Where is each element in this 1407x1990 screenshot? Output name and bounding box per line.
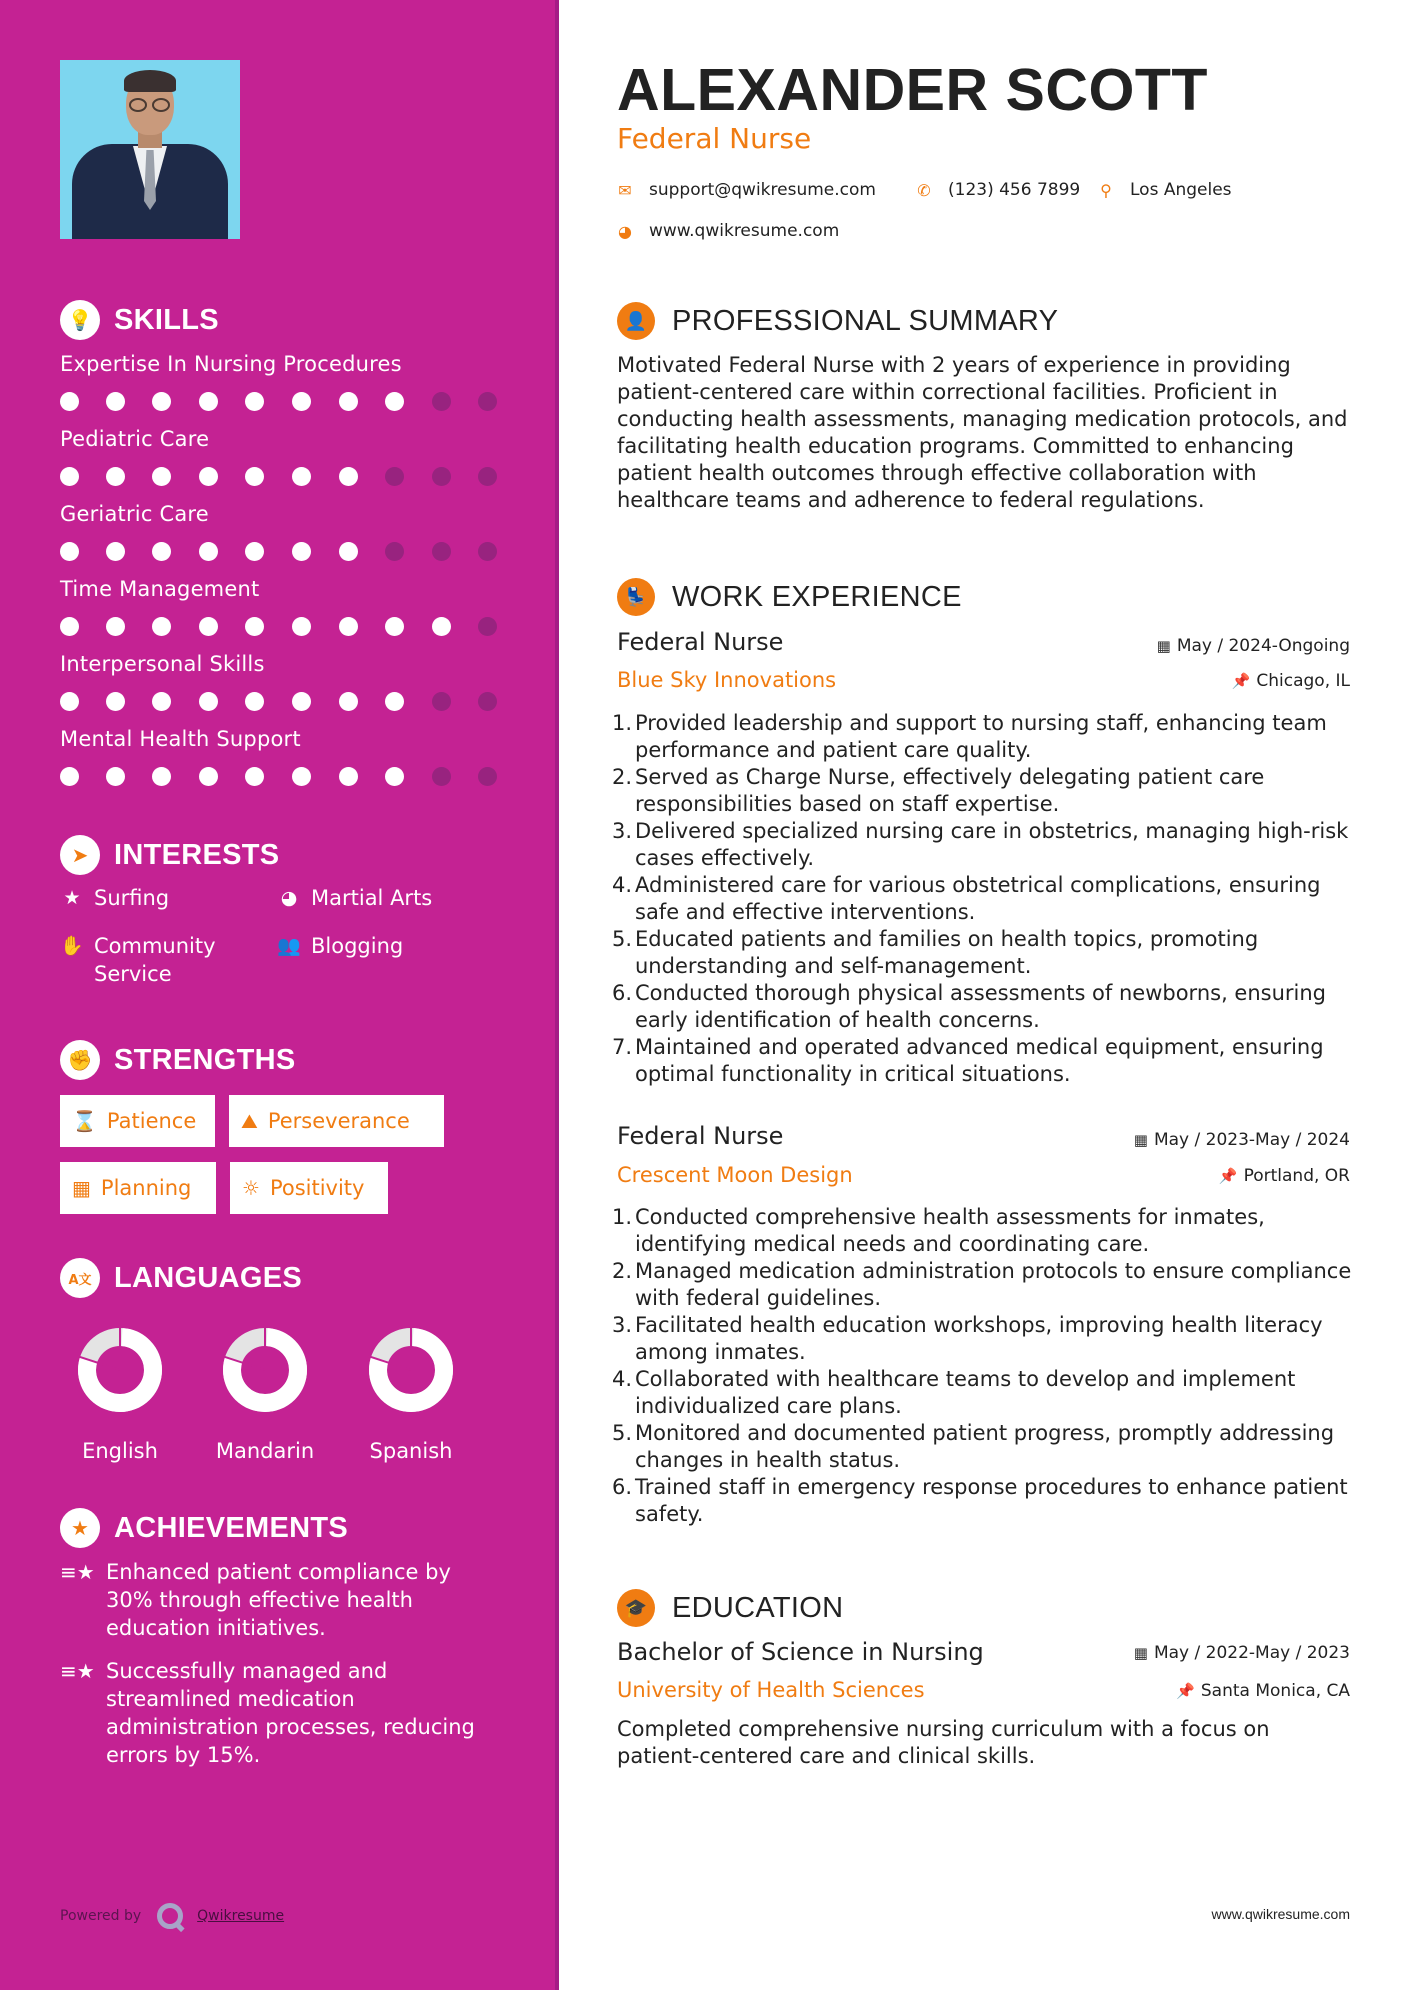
job-bullet — [612, 872, 1352, 926]
rating-dot — [385, 767, 404, 786]
bullet-text: Collaborated with healthcare teams to develop and implement individualized care plans. — [635, 1367, 1296, 1418]
bullet-text: Conducted thorough physical assessments of newborns, ensuring early identification of health concerns. — [635, 981, 1327, 1032]
job-dates — [1134, 1130, 1350, 1150]
job-title: Federal Nurse — [617, 1122, 784, 1150]
job-bullet — [612, 818, 1352, 872]
bullet-number: 5. — [612, 1421, 633, 1445]
calendar-icon: ▦ — [1133, 1131, 1148, 1149]
footer-url[interactable]: www.qwikresume.com — [1211, 1906, 1350, 1922]
bullet-number: 6. — [612, 981, 633, 1005]
achievement-text: Successfully managed and streamlined medication administration processes, reducing errors by 15%. — [106, 1659, 475, 1767]
skill-item — [60, 727, 520, 751]
experience-heading — [617, 578, 962, 616]
job-bullet — [612, 1258, 1352, 1312]
skill-item — [60, 352, 520, 376]
language-label: Mandarin — [215, 1439, 315, 1463]
interest-item — [277, 932, 403, 960]
pushpin-icon: 📌 — [1176, 1682, 1195, 1700]
bullet-number: 7. — [612, 1035, 633, 1059]
users-icon: 👥 — [277, 935, 301, 957]
rating-dot — [60, 767, 79, 786]
job-bullet — [612, 1312, 1352, 1366]
skills-title: SKILLS — [114, 303, 219, 336]
achievements-title: ACHIEVEMENTS — [114, 1511, 349, 1544]
bullet-text: Monitored and documented patient progress, promptly addressing changes in health status. — [635, 1421, 1335, 1472]
contact-email[interactable] — [617, 180, 876, 200]
rating-dot — [199, 692, 218, 711]
shooting-star-icon: ≡★ — [60, 1659, 95, 1683]
interest-label: Martial Arts — [311, 886, 433, 910]
rating-dot — [432, 542, 451, 561]
rating-dot — [106, 767, 125, 786]
summary-title: PROFESSIONAL SUMMARY — [672, 304, 1059, 337]
calendar-icon: ▦ — [72, 1176, 91, 1200]
job-bullet — [612, 1474, 1352, 1528]
language-item — [205, 1325, 325, 1463]
rating-dot — [106, 392, 125, 411]
education-location — [1176, 1681, 1350, 1701]
bullet-number: 6. — [612, 1475, 633, 1499]
job-bullet — [612, 764, 1352, 818]
rating-dot — [60, 617, 79, 636]
calendar-icon: ▦ — [1133, 1644, 1148, 1662]
pushpin-icon: 📌 — [1218, 1167, 1238, 1185]
rating-dot — [339, 767, 358, 786]
language-label: English — [82, 1439, 158, 1463]
paper-plane-icon: ➤ — [60, 835, 100, 875]
phone-text: (123) 456 7899 — [948, 180, 1081, 200]
bullet-number: 3. — [612, 1313, 633, 1337]
skills-heading — [60, 300, 219, 340]
rating-dot — [106, 692, 125, 711]
skill-item — [60, 502, 520, 526]
location-text: Chicago, IL — [1256, 671, 1350, 691]
email-text: support@qwikresume.com — [649, 180, 876, 200]
skill-item — [60, 577, 520, 601]
rating-dot — [478, 692, 497, 711]
job-bullet — [612, 1420, 1352, 1474]
strengths-title: STRENGTHS — [114, 1043, 296, 1076]
candidate-role: Federal Nurse — [617, 122, 812, 155]
skill-label: Time Management — [60, 577, 260, 601]
bullet-number: 1. — [612, 1205, 633, 1229]
globe-icon: ◕ — [280, 887, 298, 909]
degree-title: Bachelor of Science in Nursing — [617, 1638, 984, 1666]
rating-dot — [385, 617, 404, 636]
rating-dot — [106, 617, 125, 636]
job-dates — [1157, 636, 1350, 656]
rating-dot — [292, 542, 311, 561]
skill-label: Expertise In Nursing Procedures — [60, 352, 402, 376]
rating-dot — [152, 617, 171, 636]
skill-item — [60, 427, 520, 451]
achievement-item — [60, 1558, 490, 1642]
rating-dot — [245, 617, 264, 636]
rating-dot — [292, 692, 311, 711]
rating-dot — [152, 767, 171, 786]
dates-text: May / 2024-Ongoing — [1176, 636, 1350, 656]
rating-dot — [152, 392, 171, 411]
rating-dot — [478, 392, 497, 411]
road-icon: ⛰ — [241, 1109, 258, 1133]
strength-badge — [60, 1162, 216, 1214]
job-bullet — [612, 710, 1352, 764]
rating-dot — [199, 542, 218, 561]
job-location — [1219, 1166, 1350, 1186]
hand-icon: ✋ — [60, 935, 84, 957]
job-bullet — [612, 1034, 1352, 1088]
bullet-text: Provided leadership and support to nursing staff, enhancing team performance and patient care quality. — [635, 711, 1327, 762]
bullet-number: 5. — [612, 927, 633, 951]
rating-dot — [152, 542, 171, 561]
job-bullet — [612, 1366, 1352, 1420]
rating-dot — [199, 392, 218, 411]
rating-dot — [245, 767, 264, 786]
strengths-heading — [60, 1040, 296, 1080]
rating-dot — [152, 467, 171, 486]
contact-phone[interactable] — [916, 180, 1080, 200]
map-pin-icon: ⚲ — [1100, 180, 1112, 200]
shooting-star-icon: ★ — [60, 1508, 100, 1548]
skill-label: Interpersonal Skills — [60, 652, 265, 676]
rating-dot — [385, 392, 404, 411]
bullet-text: Delivered specialized nursing care in obstetrics, managing high-risk cases effectively. — [635, 819, 1349, 870]
rating-dot — [292, 392, 311, 411]
rating-dot — [478, 542, 497, 561]
envelope-icon: ✉ — [618, 180, 632, 200]
education-dates — [1134, 1643, 1350, 1663]
school-name: University of Health Sciences — [617, 1678, 925, 1702]
rating-dot — [245, 392, 264, 411]
phone-icon: ✆ — [917, 180, 931, 200]
language-item — [351, 1325, 471, 1463]
job-bullet — [612, 980, 1352, 1034]
translate-icon: A文 — [60, 1258, 100, 1298]
rating-dot — [152, 692, 171, 711]
job-title: Federal Nurse — [617, 628, 784, 656]
profile-photo — [60, 60, 240, 239]
interests-heading — [60, 835, 279, 875]
bullet-number: 3. — [612, 819, 633, 843]
skill-rating — [60, 467, 520, 487]
achievement-text: Enhanced patient compliance by 30% through effective health education initiatives. — [106, 1560, 451, 1640]
achievements-heading — [60, 1508, 348, 1548]
language-item — [60, 1325, 180, 1463]
hourglass-icon: ⌛ — [72, 1109, 97, 1133]
interests-title: INTERESTS — [114, 838, 280, 871]
rating-dot — [478, 467, 497, 486]
location-text: Santa Monica, CA — [1200, 1681, 1350, 1701]
rating-dot — [385, 692, 404, 711]
bullet-text: Conducted comprehensive health assessments for inmates, identifying medical needs and coordinating care. — [635, 1205, 1265, 1256]
skill-label: Pediatric Care — [60, 427, 210, 451]
qwikresume-link[interactable]: Qwikresume — [197, 1908, 285, 1924]
rating-dot — [60, 692, 79, 711]
rating-dot — [292, 767, 311, 786]
candidate-name: ALEXANDER SCOTT — [617, 57, 1208, 123]
strength-badge — [229, 1095, 444, 1147]
job-bullet — [612, 926, 1352, 980]
globe-icon: ◕ — [618, 221, 632, 241]
bullet-text: Facilitated health education workshops, improving health literacy among inmates. — [635, 1313, 1323, 1364]
languages-heading — [60, 1258, 302, 1298]
fist-icon: ✊ — [60, 1040, 100, 1080]
summary-text: Motivated Federal Nurse with 2 years of experience in providing patient-centered care within correctional facilities. Proficient in conducting health assessments, managing medication protocols, and facilitating health education programs. Committed to enhancing patient health outcomes through effective collaboration with healthcare teams and adherence to federal regulations. — [617, 353, 1348, 512]
bullet-number: 1. — [612, 711, 633, 735]
interest-item — [60, 932, 260, 988]
rating-dot — [385, 467, 404, 486]
job-company: Blue Sky Innovations — [617, 668, 837, 692]
dates-text: May / 2022-May / 2023 — [1153, 1643, 1350, 1663]
bullet-text: Maintained and operated advanced medical equipment, ensuring optimal functionality in critical situations. — [635, 1035, 1324, 1086]
bullet-text: Served as Charge Nurse, effectively delegating patient care responsibilities based on staff expertise. — [635, 765, 1265, 816]
education-heading — [617, 1589, 843, 1627]
education-description: Completed comprehensive nursing curriculum with a focus on patient-centered care and clinical skills. — [617, 1717, 1270, 1768]
graduate-icon: 🎓 — [617, 1589, 655, 1627]
calendar-icon: ▦ — [1156, 637, 1171, 655]
rating-dot — [245, 542, 264, 561]
lightbulb-icon: 💡 — [60, 300, 100, 340]
rating-dot — [339, 542, 358, 561]
photo-hair — [124, 70, 176, 92]
qwikresume-logo-icon — [157, 1903, 183, 1929]
rating-dot — [106, 467, 125, 486]
location-text: Portland, OR — [1243, 1166, 1350, 1186]
language-donut-chart — [366, 1325, 456, 1415]
rating-dot — [339, 392, 358, 411]
chair-icon: 💺 — [617, 578, 655, 616]
skill-item — [60, 652, 520, 676]
interest-label: Surfing — [94, 886, 170, 910]
powered-by — [60, 1903, 284, 1929]
achievement-item — [60, 1657, 490, 1769]
website-text: www.qwikresume.com — [649, 221, 840, 241]
strength-label: Perseverance — [267, 1109, 410, 1133]
skill-rating — [60, 542, 520, 562]
rating-dot — [199, 617, 218, 636]
contact-website[interactable] — [617, 221, 839, 241]
strength-label: Planning — [100, 1176, 192, 1200]
strength-label: Patience — [106, 1109, 197, 1133]
strength-badge — [230, 1162, 388, 1214]
user-icon: 👤 — [617, 302, 655, 340]
job-bullet — [612, 1204, 1352, 1258]
bullet-number: 4. — [612, 873, 633, 897]
job-company: Crescent Moon Design — [617, 1163, 853, 1187]
rating-dot — [478, 617, 497, 636]
bullet-text: Trained staff in emergency response procedures to enhance patient safety. — [635, 1475, 1348, 1526]
rating-dot — [339, 692, 358, 711]
bullet-number: 2. — [612, 765, 633, 789]
rating-dot — [432, 467, 451, 486]
education-title: EDUCATION — [672, 1591, 844, 1624]
bullet-number: 2. — [612, 1259, 633, 1283]
language-donut-chart — [75, 1325, 165, 1415]
rating-dot — [292, 467, 311, 486]
bullet-text: Educated patients and families on health topics, promoting understanding and self-management. — [635, 927, 1259, 978]
rating-dot — [432, 692, 451, 711]
pushpin-icon: 📌 — [1231, 672, 1251, 690]
rating-dot — [60, 467, 79, 486]
rating-dot — [60, 392, 79, 411]
rating-dot — [339, 467, 358, 486]
rating-dot — [292, 617, 311, 636]
rating-dot — [60, 542, 79, 561]
sun-icon: ☼ — [242, 1176, 260, 1200]
interest-label: Blogging — [311, 934, 404, 958]
skill-rating — [60, 617, 520, 637]
interest-item — [277, 884, 432, 912]
photo-glasses — [127, 98, 173, 112]
rating-dot — [432, 617, 451, 636]
contact-location — [1098, 180, 1232, 200]
job-bullets — [612, 710, 1352, 1088]
location-text: Los Angeles — [1130, 180, 1232, 200]
rating-dot — [199, 467, 218, 486]
powered-by-label: Powered by — [60, 1908, 142, 1924]
skill-rating — [60, 392, 520, 412]
rating-dot — [245, 692, 264, 711]
skill-label: Mental Health Support — [60, 727, 301, 751]
skill-rating — [60, 767, 520, 787]
dates-text: May / 2023-May / 2024 — [1153, 1130, 1350, 1150]
rating-dot — [106, 542, 125, 561]
bullet-text: Administered care for various obstetrical complications, ensuring safe and effective interventions. — [635, 873, 1321, 924]
experience-title: WORK EXPERIENCE — [672, 580, 962, 613]
rating-dot — [385, 542, 404, 561]
sidebar-edge — [555, 0, 559, 1990]
bullet-text: Managed medication administration protocols to ensure compliance with federal guidelines. — [635, 1259, 1352, 1310]
rating-dot — [478, 767, 497, 786]
bullet-number: 4. — [612, 1367, 633, 1391]
interest-item — [60, 884, 169, 912]
rating-dot — [199, 767, 218, 786]
skill-rating — [60, 692, 520, 712]
language-donut-chart — [220, 1325, 310, 1415]
skill-label: Geriatric Care — [60, 502, 209, 526]
language-label: Spanish — [369, 1439, 453, 1463]
summary-heading — [617, 302, 1058, 340]
shooting-star-icon: ≡★ — [60, 1560, 95, 1584]
job-location — [1232, 671, 1350, 691]
rating-dot — [432, 392, 451, 411]
strength-badge — [60, 1095, 215, 1147]
strength-label: Positivity — [269, 1176, 365, 1200]
star-icon: ★ — [63, 887, 81, 909]
job-bullets — [612, 1204, 1352, 1528]
languages-title: LANGUAGES — [114, 1261, 302, 1294]
interest-label: Community Service — [94, 934, 216, 986]
rating-dot — [432, 767, 451, 786]
rating-dot — [339, 617, 358, 636]
rating-dot — [245, 467, 264, 486]
